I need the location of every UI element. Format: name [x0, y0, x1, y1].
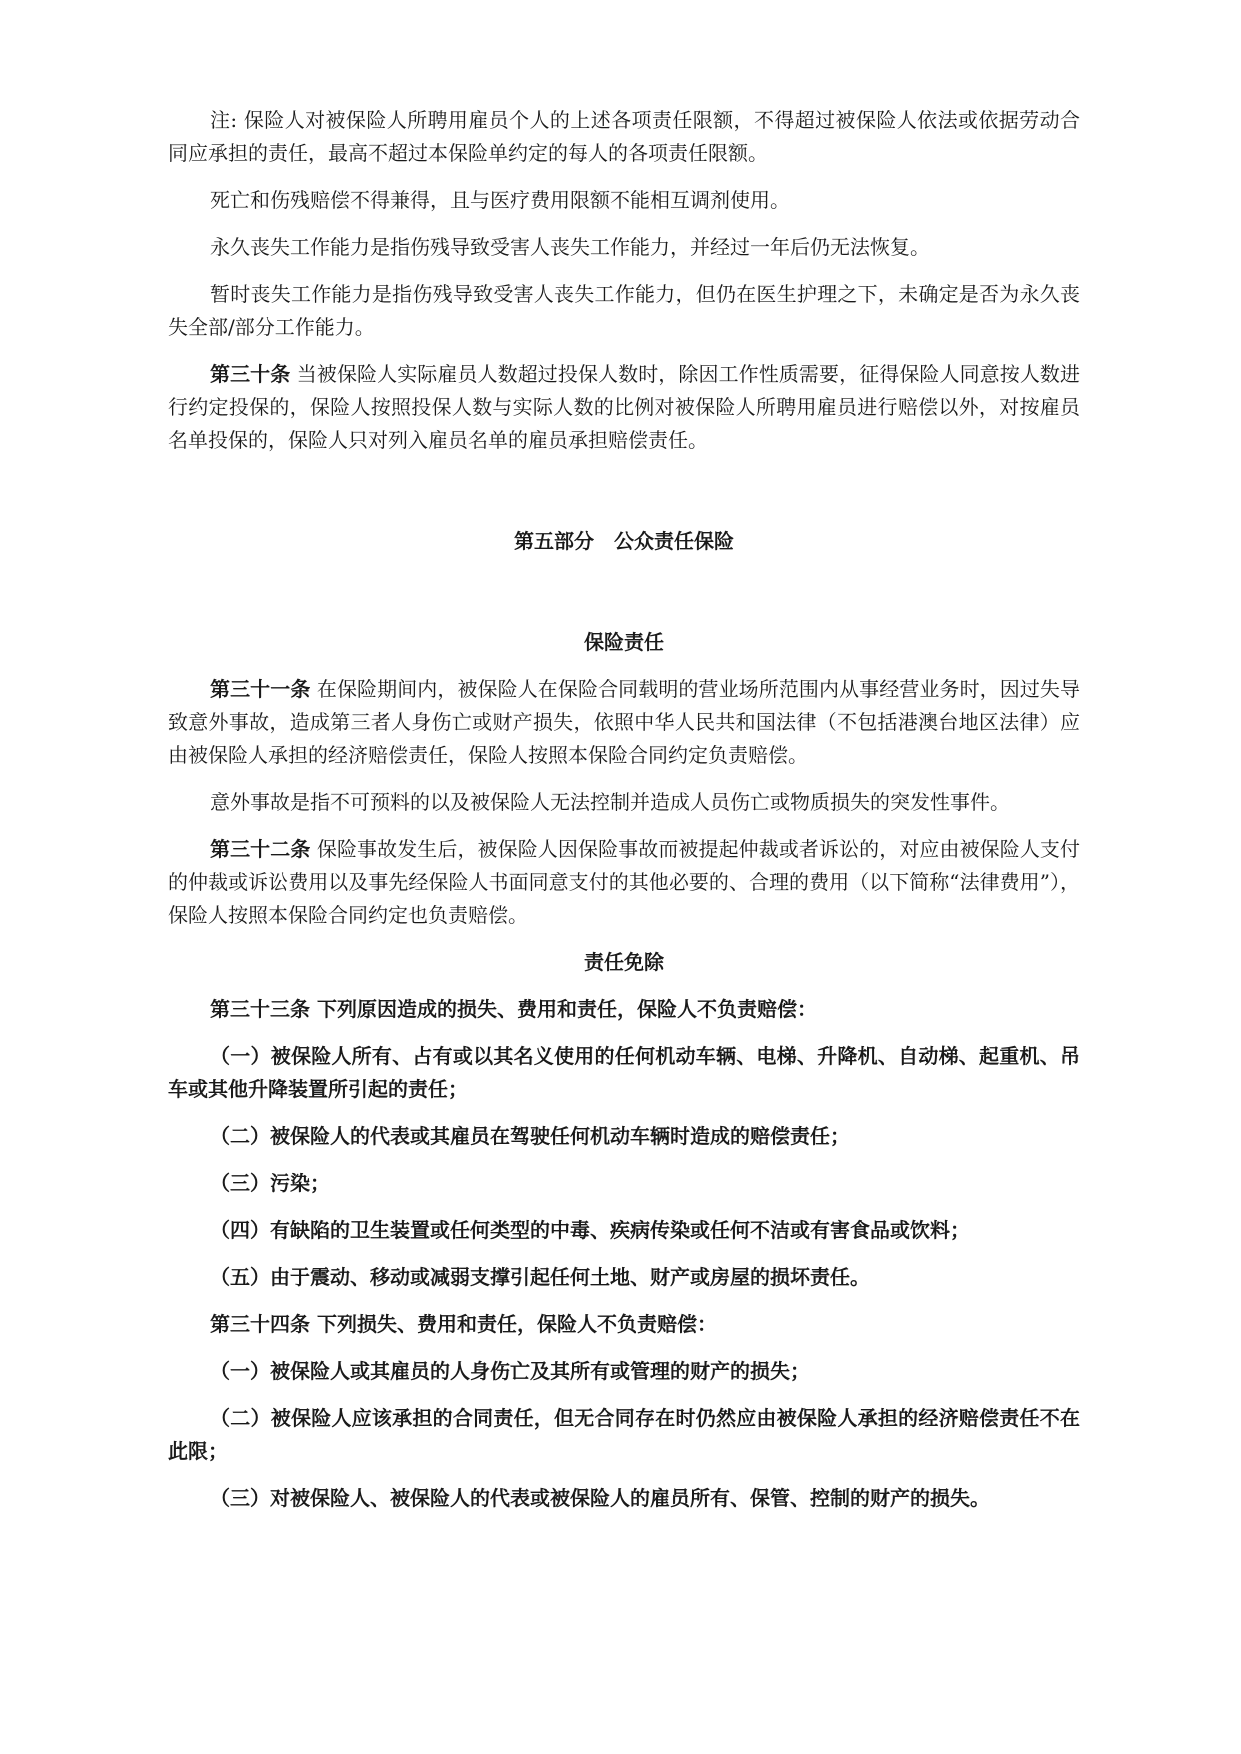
article-30-text: 当被保险人实际雇员人数超过投保人数时，除因工作性质需要，征得保险人同意按人数进行约定投保的，保险人按照投保人数与实际人数的比例对被保险人所聘用雇员进行赔偿以外，对按雇员名单投保的，保险人只对列入雇员名单的雇员承担赔偿责任。: [168, 362, 1081, 452]
article-33-item: （五）由于震动、移动或减弱支撑引起任何土地、财产或房屋的损坏责任。: [210, 1265, 870, 1289]
article-32-lead: 第三十二条: [210, 837, 311, 861]
document-page: [168, 104, 1080, 1529]
article-33-heading: 第三十三条 下列原因造成的损失、费用和责任，保险人不负责赔偿：: [210, 997, 817, 1021]
article-32: [168, 833, 1080, 932]
article-30-lead: 第三十条: [210, 362, 291, 386]
article-33-item: （一）被保险人所有、占有或以其名义使用的任何机动车辆、电梯、升降机、自动梯、起重机、吊车或其他升降装置所引起的责任；: [168, 1044, 1080, 1101]
article-31: [168, 673, 1080, 772]
permanent-disability-definition: 永久丧失工作能力是指伤残导致受害人丧失工作能力，并经过一年后仍无法恢复。: [210, 235, 930, 259]
article-33-item: （四）有缺陷的卫生装置或任何类型的中毒、疾病传染或任何不洁或有害食品或饮料；: [210, 1218, 970, 1242]
article-34-item: （三）对被保险人、被保险人的代表或被保险人的雇员所有、保管、控制的财产的损失。: [210, 1486, 990, 1510]
section-liability-title: 保险责任: [584, 630, 664, 654]
article-33-item: （三）污染；: [210, 1171, 330, 1195]
article-31-lead: 第三十一条: [210, 677, 311, 701]
compensation-rule-paragraph: 死亡和伤残赔偿不得兼得，且与医疗费用限额不能相互调剂使用。: [210, 188, 790, 212]
accident-definition: 意外事故是指不可预料的以及被保险人无法控制并造成人员伤亡或物质损失的突发性事件。: [210, 790, 1010, 814]
part-5-title: 第五部分 公众责任保险: [514, 529, 734, 553]
article-34-item: （二）被保险人应该承担的合同责任，但无合同存在时仍然应由被保险人承担的经济赔偿责任不在此限；: [168, 1406, 1080, 1463]
article-34-heading: 第三十四条 下列损失、费用和责任，保险人不负责赔偿：: [210, 1312, 717, 1336]
article-30: [168, 358, 1080, 457]
note-paragraph: 注: 保险人对被保险人所聘用雇员个人的上述各项责任限额，不得超过被保险人依法或依据劳动合同应承担的责任，最高不超过本保险单约定的每人的各项责任限额。: [168, 108, 1080, 165]
article-34-item: （一）被保险人或其雇员的人身伤亡及其所有或管理的财产的损失；: [210, 1359, 810, 1383]
section-exclusion-title: 责任免除: [584, 950, 664, 974]
temporary-disability-definition: 暂时丧失工作能力是指伤残导致受害人丧失工作能力，但仍在医生护理之下，未确定是否为永久丧失全部/部分工作能力。: [168, 282, 1080, 339]
article-33-item: （二）被保险人的代表或其雇员在驾驶任何机动车辆时造成的赔偿责任；: [210, 1124, 850, 1148]
article-31-text: 在保险期间内，被保险人在保险合同载明的营业场所范围内从事经营业务时，因过失导致意外事故，造成第三者人身伤亡或财产损失，依照中华人民共和国法律（不包括港澳台地区法律）应由被保险人承担的经济赔偿责任，保险人按照本保险合同约定负责赔偿。: [168, 677, 1081, 767]
article-32-text: 保险事故发生后，被保险人因保险事故而被提起仲裁或者诉讼的，对应由被保险人支付的仲裁或诉讼费用以及事先经保险人书面同意支付的其他必要的、合理的费用（以下简称“法律费用”），保险人按照本保险合同约定也负责赔偿。: [168, 837, 1081, 927]
